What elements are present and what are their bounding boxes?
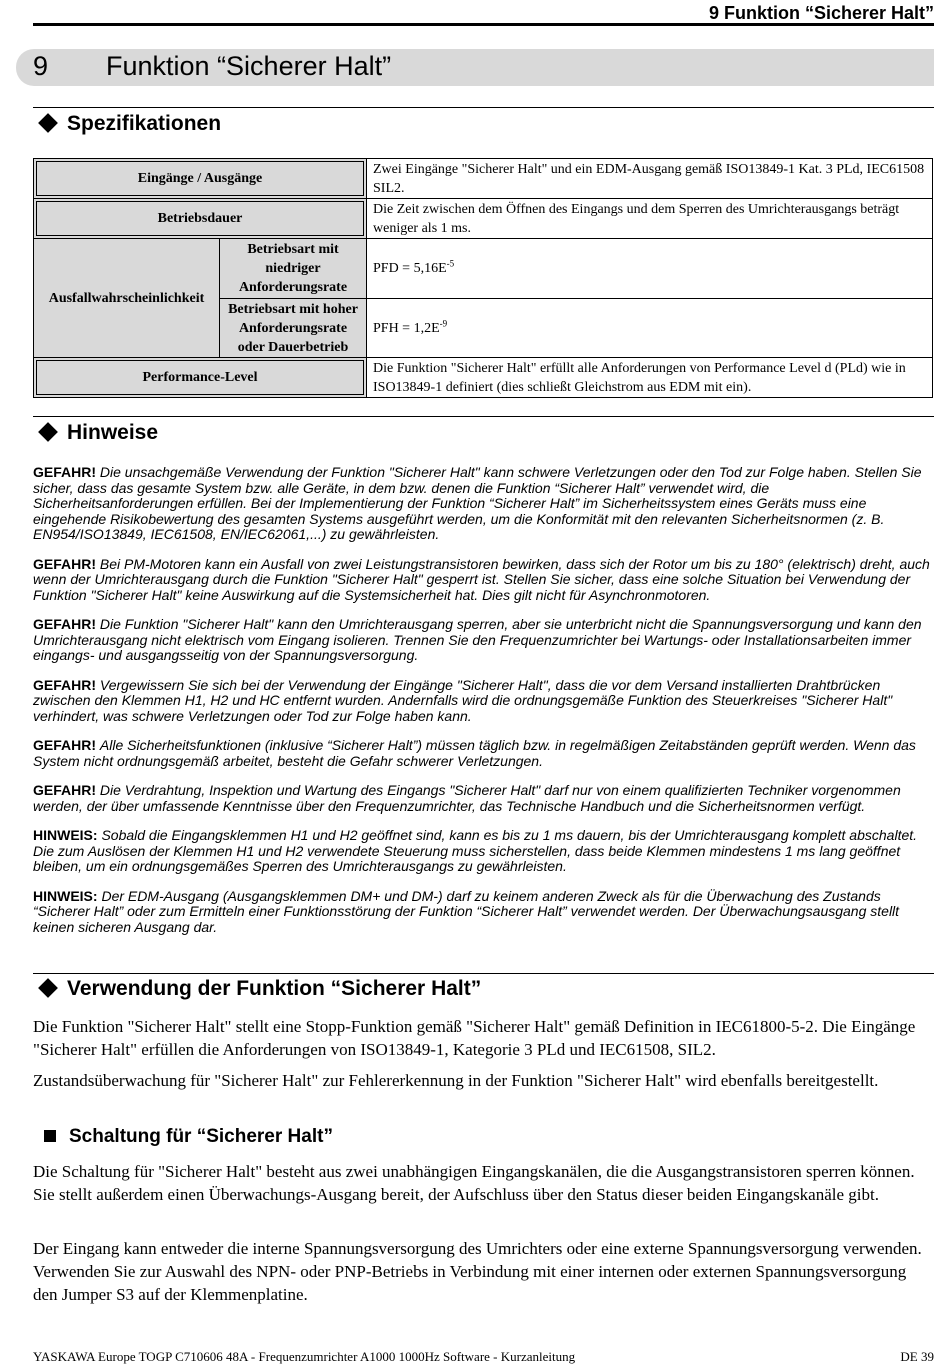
note-kind: HINWEIS: (33, 887, 98, 904)
section-rule (33, 107, 934, 108)
body-paragraph: Zustandsüberwachung für "Sicherer Halt" zur Fehlererkennung in der Funktion "Sicherer Halt" wird ebenfalls bereitgestellt. (33, 1071, 879, 1090)
running-header: 9 Funktion “Sicherer Halt” (708, 3, 934, 23)
note-text: Vergewissern Sie sich bei der Verwendung der Eingänge "Sicherer Halt", dass die vor dem Versand installierten Drahtbrücken zwischen den Klemmen H1, H2 und HC entfernt wurden. Andernfalls wird die ordnungsgemäße Funktion des Steuerkreises "Sicherer Halt" verhindert, was schwere Verletzungen oder Tod zur Folge haben kann. (33, 676, 893, 724)
square-bullet-icon (44, 1130, 56, 1142)
note-kind: GEFAHR! (33, 464, 96, 480)
section-heading-verwendung (38, 977, 481, 1001)
spec-sublabel: Betriebsart mit niedriger Anforderungsrate (220, 239, 367, 299)
danger-note (33, 678, 933, 725)
note-kind: GEFAHR! (33, 616, 96, 632)
section-heading-text: Hinweise (67, 421, 159, 444)
danger-note (33, 783, 933, 814)
body-paragraph: Die Schaltung für "Sicherer Halt" besteht aus zwei unabhängigen Eingangskanälen, die die Ausgangstransistoren sperren können. Sie stellt außerdem einen Überwachungs-Ausgang bereit, der Aufschluss über den Status dieser beiden Eingangskanäle gibt. (33, 1162, 915, 1204)
danger-note (33, 465, 933, 543)
danger-note (33, 557, 933, 604)
note-text: Die Funktion "Sicherer Halt" kann den Umrichterausgang sperren, aber sie unterbricht nicht die Spannungsversorgung und kann den Umrichterausgang nicht elektrisch vom Eingang isolieren. Trennen Sie den Frequenzumrichter bei Wartungs- oder Installationsarbeiten immer eingangs- und ausgangsseitig von der Spannungsversorgung. (33, 616, 922, 663)
danger-note (33, 738, 933, 769)
footer-text: YASKAWA Europe TOGP C710606 48A - Frequenzumrichter A1000 1000Hz Software - Kurzanleitung (33, 1349, 576, 1364)
body-paragraph: Der Eingang kann entweder die interne Spannungsversorgung des Umrichters oder eine externe Spannungsversorgung verwenden. Verwenden Sie zur Auswahl des NPN- oder PNP-Betriebs in Verbindung mit einer internen oder externen Spannungsversorgung den Jumper S3 auf der Klemmenplatine. (33, 1239, 922, 1304)
danger-note (33, 617, 933, 664)
page-footer (33, 1349, 934, 1365)
table-row (34, 239, 933, 299)
info-note (33, 828, 933, 875)
page-number: DE 39 (900, 1349, 934, 1364)
spec-value (367, 299, 933, 358)
body-paragraph: Die Funktion "Sicherer Halt" stellt eine Stopp-Funktion gemäß "Sicherer Halt" gemäß Definition in IEC61800-5-2. Die Eingänge "Sicherer Halt" erfüllen die Anforderungen von ISO13849-1, Kategorie 3 PLd und IEC61508, SIL2. (33, 1017, 916, 1059)
note-text: Die unsachgemäße Verwendung der Funktion "Sicherer Halt" kann schwere Verletzungen oder den Tod zur Folge haben. Stellen Sie sicher, dass das gesamte System bzw. alle Geräte, in dem bzw. denen die Funktion “Sicherer Halt” verwendet wird, die Sicherheitsanforderungen erfüllen. Bei der Implementierung der Funktion “Sicherer Halt” im Sicherheitssystem eines Geräts muss eine eingehende Risikobewertung des gesamten Systems ausgeführt werden, um die Konformität mit den relevanten Sicherheitsnormen (z. B. EN954/ISO13849, IEC61508, EN/IEC62061,...) zu gewährleisten. (33, 464, 922, 542)
spec-label: Eingänge / Ausgänge (34, 159, 367, 199)
spec-sublabel: Betriebsart mit hoher Anforderungsrate oder Dauerbetrieb (220, 299, 367, 358)
subsection-heading-schaltung (38, 1126, 333, 1148)
header-rule (33, 23, 934, 26)
pfh-value: PFH = 1,2E (373, 320, 440, 336)
note-kind: HINWEIS: (33, 827, 98, 843)
spec-label: Betriebsdauer (34, 199, 367, 239)
table-row (34, 199, 933, 239)
pfd-exponent: -5 (446, 258, 455, 269)
section-rule (33, 416, 934, 417)
note-kind: GEFAHR! (33, 555, 96, 572)
spec-value: Zwei Eingänge "Sicherer Halt" und ein EDM-Ausgang gemäß ISO13849-1 Kat. 3 PLd, IEC61508 SIL2. (367, 159, 933, 199)
note-text: Alle Sicherheitsfunktionen (inklusive “Sicherer Halt”) müssen täglich bzw. in regelmäßigen Zeitabständen geprüft werden. Wenn das System nicht ordnungsgemäß arbeitet, besteht die Gefahr schwerer Verletzungen. (33, 737, 916, 769)
note-text: Der EDM-Ausgang (Ausgangsklemmen DM+ und DM-) darf zu keinem anderen Zweck als für die Überwachung des Zustands “Sicherer Halt” oder zum Ermitteln einer Funktionsstörung der Funktion “Sicherer Halt” verwendet werden. Der Überwachungsausgang stellt keinen sicheren Ausgang dar. (33, 887, 900, 935)
table-row (34, 159, 933, 199)
spec-value: Die Funktion "Sicherer Halt" erfüllt alle Anforderungen von Performance Level d (PLd) wie in ISO13849-1 definiert (dies schließt Gleichstrom aus EDM mit ein). (367, 358, 933, 398)
spec-label: Ausfallwahrscheinlichkeit (34, 239, 220, 358)
chapter-number: 9 (33, 51, 49, 81)
note-kind: GEFAHR! (33, 676, 96, 693)
note-text: Die Verdrahtung, Inspektion und Wartung des Eingangs "Sicherer Halt" darf nur von einem qualifizierten Techniker vorgenommen werden, der über umfassende Kenntnisse über den Frequenzumrichter, das Technische Handbuch und die Sicherheitsnormen verfügt. (33, 782, 901, 814)
diamond-bullet-icon (38, 423, 58, 443)
spec-label: Performance-Level (34, 358, 367, 398)
section-heading-text: Verwendung der Funktion “Sicherer Halt” (67, 977, 482, 1000)
section-heading-hinweise (38, 421, 158, 445)
note-text: Bei PM-Motoren kann ein Ausfall von zwei Leistungstransistoren bewirken, dass sich der Rotor um bis zu 180° (elektrisch) dreht, auch wenn der Umrichterausgang durch die Funktion "Sicherer Halt" gesperrt ist. Stellen Sie sicher, dass eine solche Situation bei Verwendung der Funktion "Sicherer Halt" keine Auswirkung auf die Systemsicherheit hat. Dies gilt nicht für Asynchronmotoren. (33, 555, 930, 603)
section-heading-spezifikationen (38, 112, 221, 136)
notes-list (33, 465, 933, 949)
diamond-bullet-icon (38, 114, 58, 134)
section-rule (33, 973, 934, 974)
table-row (34, 358, 933, 398)
section-heading-text: Spezifikationen (67, 112, 222, 135)
spec-table (33, 158, 933, 398)
note-kind: GEFAHR! (33, 737, 96, 753)
pfh-exponent: -9 (439, 317, 448, 328)
chapter-title: Funktion “Sicherer Halt” (106, 51, 392, 81)
diamond-bullet-icon (38, 979, 58, 999)
note-text: Sobald die Eingangsklemmen H1 und H2 geöffnet sind, kann es bis zu 1 ms dauern, bis der Umrichterausgang komplett abschaltet. Die zum Auslösen der Klemmen H1 und H2 verwendete Steuerung muss sicherstellen, dass beide Klemmen mindestens 1 ms lang geöffnet bleiben, um ein ordnungsgemäßes Sperren des Umrichterausgangs zu gewährleisten. (33, 827, 918, 874)
pfd-value: PFD = 5,16E (373, 261, 447, 276)
info-note (33, 889, 933, 936)
note-kind: GEFAHR! (33, 782, 96, 798)
spec-value (367, 239, 933, 299)
spec-value: Die Zeit zwischen dem Öffnen des Eingangs und dem Sperren des Umrichterausgangs beträgt weniger als 1 ms. (367, 199, 933, 239)
section-heading-text: Schaltung für “Sicherer Halt” (69, 1126, 333, 1147)
